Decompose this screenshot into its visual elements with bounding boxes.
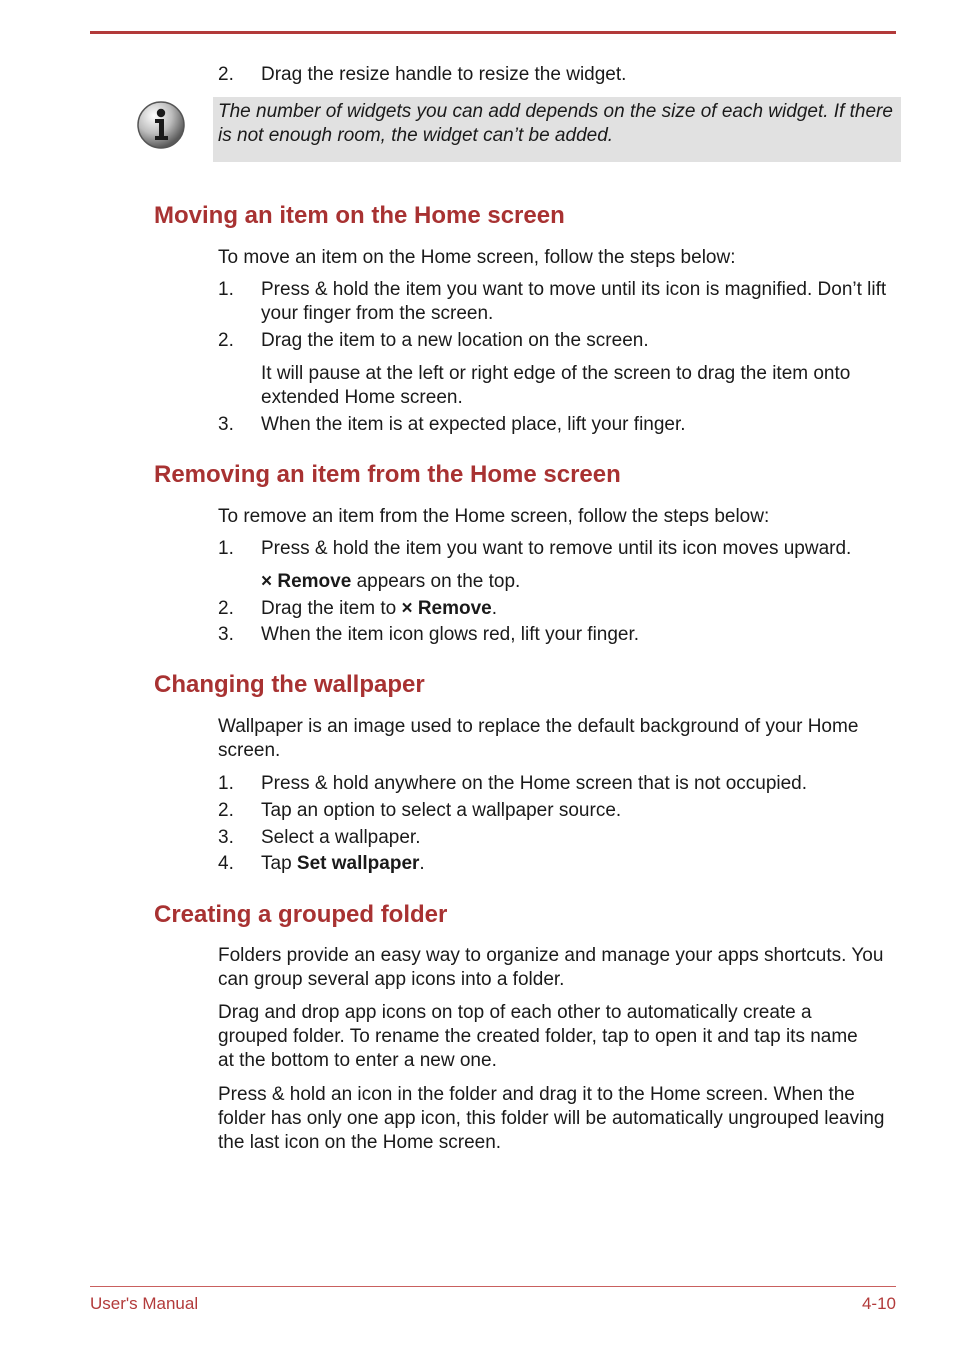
section-intro: To move an item on the Home screen, follow the steps below: [218,247,736,268]
footer-rule [90,1286,896,1287]
section-intro: To remove an item from the Home screen, follow the steps below: [218,506,770,527]
step-prefix: Drag the item to [261,598,402,619]
step-number: 1. [218,279,234,300]
set-wallpaper-label: Set wallpaper [296,853,420,874]
section-intro: Wallpaper is an image used to replace the default background of your Home screen. [218,716,859,761]
section-heading: Removing an item from the Home screen [154,461,621,488]
paragraph: Folders provide an easy way to organize and manage your apps shortcuts. You can group several app icons into a folder. [218,945,884,990]
footer-manual-label: User's Manual [90,1294,199,1313]
step-number: 2. [218,64,234,85]
remove-label: × Remove [261,571,352,592]
step-text [261,597,901,621]
step-number: 3. [218,827,234,848]
step-number: 2. [218,800,234,821]
section-heading: Moving an item on the Home screen [154,202,565,229]
note-text: The number of widgets you can add depends on the size of each widget. If there is not enough room, the widget can’t be added. [218,101,893,146]
step-prefix: Tap [261,853,297,874]
note-box [213,97,901,162]
step-subtext [261,570,901,594]
header-rule [90,31,896,34]
paragraph: Press & hold an icon in the folder and drag it to the Home screen. When the folder has only one app icon, this folder will be automatically ungrouped leaving the last icon on the Home screen. [218,1084,885,1153]
step-text: Press & hold anywhere on the Home screen that is not occupied. [261,773,808,794]
step-text: Tap an option to select a wallpaper source. [261,800,622,821]
step-text: Press & hold the item you want to move until its icon is magnified. Don’t lift your finger from the screen. [261,279,887,324]
step-number: 3. [218,624,234,645]
step-subtext: It will pause at the left or right edge of the screen to drag the item onto extended Home screen. [261,363,851,408]
step-text: When the item icon glows red, lift your finger. [261,624,640,645]
step-text: Press & hold the item you want to remove until its icon moves upward. [261,538,852,559]
paragraph: Drag and drop app icons on top of each other to automatically create a grouped folder. To rename the created folder, tap to open it and tap its name at the bottom to enter a new one. [218,1002,858,1071]
step-text [261,852,901,876]
step-text: Select a wallpaper. [261,827,421,848]
step-number: 1. [218,538,234,559]
step-text: Drag the item to a new location on the screen. [261,330,649,351]
step-subtext-rest: appears on the top. [351,571,521,592]
step-number: 4. [218,853,234,874]
footer-page-number: 4-10 [861,1294,896,1313]
step-suffix: . [491,598,498,619]
step-text: Drag the resize handle to resize the widget. [261,64,627,85]
step-suffix: . [419,853,425,874]
remove-label: × Remove [401,598,492,619]
section-heading: Creating a grouped folder [154,901,448,928]
step-text: When the item is at expected place, lift your finger. [261,414,686,435]
step-number: 3. [218,414,234,435]
step-number: 1. [218,773,234,794]
info-icon [136,100,186,150]
section-heading: Changing the wallpaper [154,671,425,698]
step-number: 2. [218,598,234,619]
step-number: 2. [218,330,234,351]
